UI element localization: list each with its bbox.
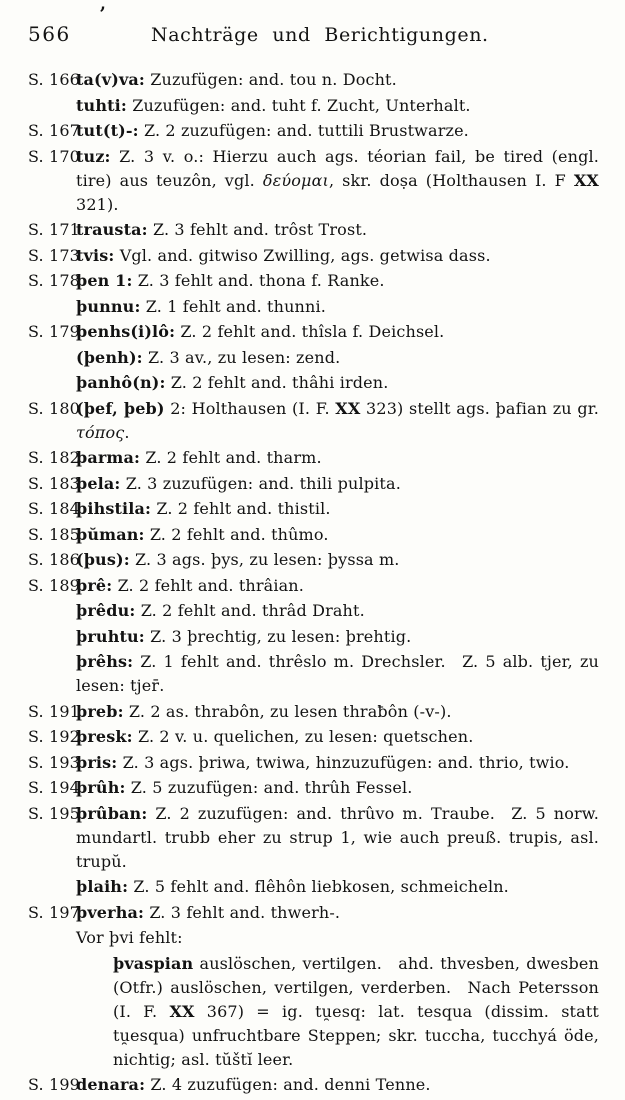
entry	[28, 776, 599, 800]
entry	[28, 802, 599, 874]
entry-text: 321).	[76, 194, 119, 214]
entry-text: Z. 2 fehlt and. thîsla f. Deichsel.	[180, 322, 445, 341]
headword: þris:	[76, 752, 118, 772]
headword: tuhti:	[76, 95, 127, 115]
entry-text: XX	[573, 170, 599, 190]
page-ref: S. 170	[28, 146, 81, 166]
entry	[28, 472, 599, 496]
entry-text: 323) stellt ags. þafian zu gr.	[360, 398, 599, 418]
headword: þrûh:	[76, 778, 126, 797]
entry-text: Zuzufügen: and. tuht f. Zucht, Unterhalt.	[132, 95, 471, 115]
entry	[28, 218, 599, 242]
entry-text: Z. 2 fehlt and. thâhi irden.	[170, 373, 389, 392]
entry-text: Vor þvi fehlt:	[76, 928, 183, 947]
entry	[28, 952, 599, 1072]
headword: ta(v)va:	[76, 70, 145, 89]
entry	[28, 371, 599, 395]
entry-text: Z. 2 fehlt and. tharm.	[145, 448, 322, 467]
headword: þen 1:	[76, 271, 133, 290]
entry	[28, 68, 599, 92]
entry-text: Z. 1 fehlt and. thunni.	[145, 296, 326, 316]
headword: þrûban:	[76, 803, 148, 823]
page-ref: S. 191	[28, 701, 81, 721]
entry	[28, 94, 599, 118]
page-ref: S. 192	[28, 727, 81, 746]
page-ref: S. 184	[28, 499, 81, 518]
headword: þrê:	[76, 575, 113, 595]
headword: þunnu:	[76, 296, 141, 316]
headword: tut(t)-:	[76, 121, 139, 140]
page-ref: S. 182	[28, 448, 81, 467]
headword: (þef, þeb)	[76, 398, 165, 418]
headword: þverha:	[76, 902, 145, 922]
entry	[28, 926, 599, 950]
entry-text: Vgl. and. gitwiso Zwilling, ags. getwisa dass.	[119, 245, 491, 265]
entry	[28, 625, 599, 649]
headword: þvaspian	[113, 953, 194, 973]
headword: þŭman:	[76, 524, 145, 544]
entry	[28, 269, 599, 293]
page-ref: S. 199	[28, 1075, 81, 1094]
headword: þruhtu:	[76, 626, 145, 646]
page-ref: S. 167	[28, 121, 81, 140]
foreign-term: δεύομαι	[262, 170, 329, 190]
headword: þrêhs:	[76, 652, 134, 671]
entry-text: auslöschen, vertilgen. ahd. thvesben, dwesben (Otfr.) auslöschen, vertilgen, verderben. Nach Petersson (I. F.	[113, 953, 599, 1021]
entry	[28, 901, 599, 925]
entry	[28, 875, 599, 899]
scan-artifact: ,	[100, 0, 106, 14]
entry-text: Zuzufügen: and. tou n. Docht.	[150, 70, 397, 89]
headword: þreb:	[76, 701, 124, 721]
headword: denara:	[76, 1075, 146, 1094]
headword: þela:	[76, 473, 121, 493]
entry-text: Z. 5 fehlt and. flêhôn liebkosen, schmeicheln.	[133, 877, 509, 896]
headword: þenhs(i)lô:	[76, 322, 176, 341]
entry-text: Z. 5 zuzufügen: and. thrûh Fessel.	[130, 778, 413, 797]
headword: þlaih:	[76, 877, 129, 896]
entry	[28, 1073, 599, 1097]
entry	[28, 523, 599, 547]
running-title: Nachträge und Berichtigungen.	[151, 24, 489, 46]
entry-text: XX	[335, 398, 361, 418]
entry-text: Z. 3 þrechtig, zu lesen: þrehtig.	[150, 626, 412, 646]
entry-text: Z. 3 zuzufügen: and. thili pulpita.	[125, 473, 401, 493]
page-ref: S. 189	[28, 575, 81, 595]
headword: þresk:	[76, 727, 133, 746]
entry-text: Z. 1 fehlt and. thrêslo m. Drechsler. Z. 5 alb. tjer, zu lesen: tjer̄.	[76, 652, 599, 695]
entry-text: Z. 3 fehlt and. thwerh-.	[149, 902, 341, 922]
page-ref: S. 195	[28, 803, 81, 823]
entry	[28, 497, 599, 521]
entry	[28, 119, 599, 143]
entry-text: , skr. doṣa (Holthausen I. F	[328, 170, 574, 190]
entry-text: Z. 4 zuzufügen: and. denni Tenne.	[150, 1075, 431, 1094]
entry-text: Z. 2 fehlt and. thûmo.	[149, 524, 329, 544]
entry-text: .	[124, 422, 130, 442]
entry-text: XX	[169, 1001, 195, 1021]
entry	[28, 446, 599, 470]
entry-text: Z. 2 as. thrabôn, zu lesen thraƀôn (-v-).	[128, 701, 452, 721]
headword: tuz:	[76, 146, 111, 166]
entry	[28, 599, 599, 623]
entry-text: 367) = ig. tu̯esq: lat. tesqua (dissim. statt tu̯esqua) unfruchtbare Steppen; skr. tuccha, tucchyá öde, nichtig; asl. tŭštĭ leer.	[113, 1001, 599, 1069]
entry-text: Z. 2 fehlt and. thistil.	[156, 499, 331, 518]
entry	[28, 700, 599, 724]
page-ref: S. 178	[28, 271, 81, 290]
entry-text: Z. 3 ags. þriwa, twiwa, hinzuzufügen: and. thrio, twio.	[122, 752, 570, 772]
entry	[28, 725, 599, 749]
entry-text: Z. 3 ags. þys, zu lesen: þyssa m.	[135, 550, 400, 569]
page-ref: S. 166	[28, 70, 81, 89]
entry	[28, 574, 599, 598]
headword: þanhô(n):	[76, 373, 166, 392]
page-ref: S. 186	[28, 550, 81, 569]
entry-text: Z. 3 av., zu lesen: zend.	[147, 347, 341, 367]
entry-text: Z. 2 v. u. quelichen, zu lesen: quetschen.	[137, 727, 474, 746]
entry	[28, 548, 599, 572]
entry-text: Z. 3 fehlt and. thona f. Ranke.	[137, 271, 385, 290]
entry-text: Z. 3 fehlt and. trôst Trost.	[152, 220, 368, 239]
entry-text: Z. 2 fehlt and. thrâd Draht.	[140, 601, 365, 620]
page-ref: S. 173	[28, 245, 81, 265]
entry	[28, 320, 599, 344]
page-ref: S. 194	[28, 778, 81, 797]
entry-text: 2: Holthausen (I. F.	[170, 398, 336, 418]
page-ref: S. 185	[28, 524, 81, 544]
headword: (þenh):	[76, 347, 143, 367]
entry	[28, 650, 599, 698]
entry	[28, 346, 599, 370]
entry	[28, 244, 599, 268]
headword: (þus):	[76, 550, 130, 569]
foreign-term: τόπος	[76, 422, 125, 442]
entry-text: Z. 2 zuzufügen: and. tuttili Brustwarze.	[143, 121, 469, 140]
headword: trausta:	[76, 220, 148, 239]
entry-text: Z. 2 zuzufügen: and. thrûvo m. Traube. Z. 5 norw. mundartl. trubb eher zu strup 1, wie auch preuß. trupis, asl. trupŭ.	[76, 803, 599, 871]
headword: þarma:	[76, 448, 141, 467]
headword: þihstila:	[76, 499, 152, 518]
page-ref: S. 197	[28, 902, 81, 922]
page-ref: S. 179	[28, 322, 81, 341]
entry	[28, 751, 599, 775]
page-ref: S. 193	[28, 752, 81, 772]
entry-list	[28, 68, 599, 1097]
entry-text: Z. 2 fehlt and. thrâian.	[117, 575, 304, 595]
entry	[28, 145, 599, 217]
page-ref: S. 180	[28, 398, 81, 418]
page-header	[28, 22, 599, 46]
headword: tvis:	[76, 245, 115, 265]
headword: þrêdu:	[76, 601, 136, 620]
entry-text: Z. 3 v. o.: Hierzu auch ags. téorian fail, be tired (engl. tire) aus teuzôn, vgl.	[76, 146, 599, 190]
entry	[28, 397, 599, 445]
page-ref: S. 171	[28, 220, 81, 239]
page-ref: S. 183	[28, 473, 81, 493]
entry	[28, 295, 599, 319]
page-number: 566	[28, 22, 71, 46]
